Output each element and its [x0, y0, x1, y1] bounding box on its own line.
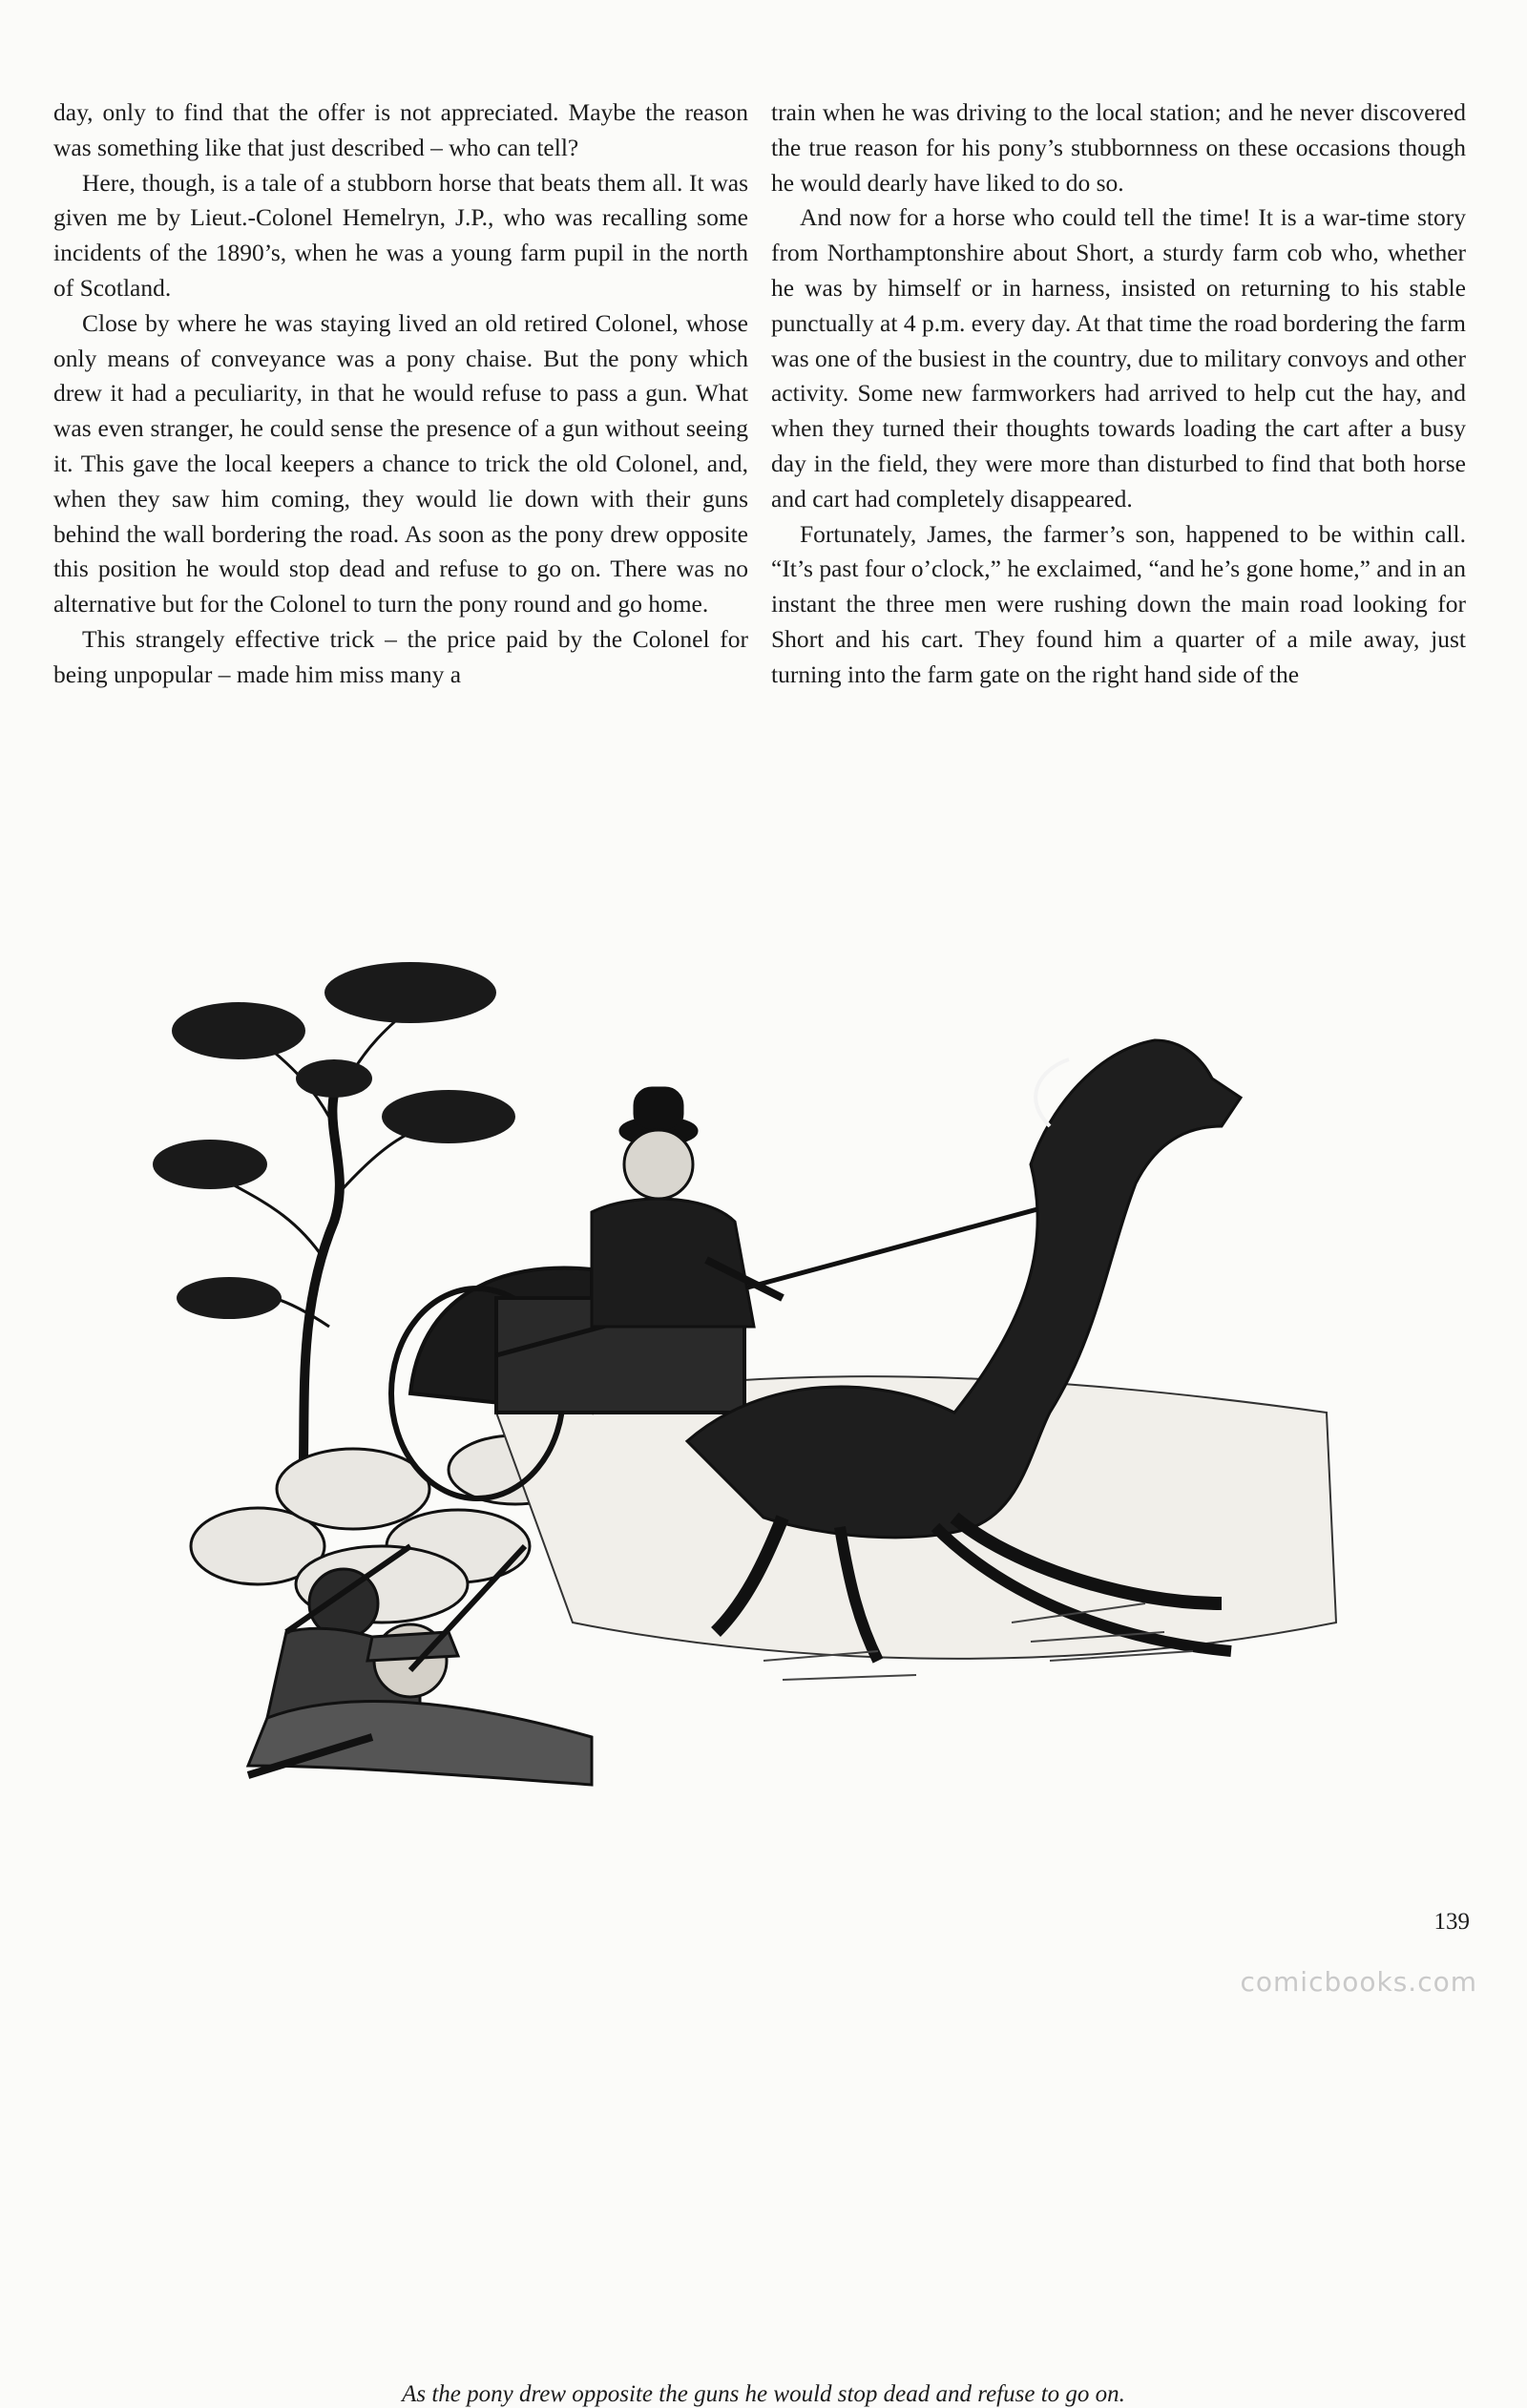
page-number: 139	[1433, 1909, 1470, 1935]
left-column	[53, 95, 748, 869]
paragraph: day, only to find that the offer is not appreciated. Maybe the reason was something like that just described – who can tell?	[53, 98, 748, 161]
colonel-figure	[592, 1088, 783, 1327]
paragraph: And now for a horse who could tell the time! It is a war-time story from Northamptonshire about Short, a sturdy farm cob who, whether he was by himself or in harness, insisted on returning to his stable punctually at 4 p.m. every day. At that time the road bordering the farm was one of the busiest in the country, due to military convoys and other activity. Some new farmworkers had arrived to help cut the hay, and when they turned their thoughts towards loading the cart after a busy day in the field, they were more than disturbed to find that both horse and cart had completely disappeared.	[771, 203, 1466, 513]
watermark: comicbooks.com	[1240, 1966, 1477, 1998]
paragraph: Close by where he was staying lived an old retired Colonel, whose only means of conveyance was a pony chaise. But the pony which drew it had a peculiarity, in that he would refuse to pass a gun. What was even stranger, he could sense the presence of a gun without seeing it. This gave the local keepers a chance to trick the old Colonel, and, when they saw him coming, they would lie down with their guns behind the wall bordering the road. As soon as the pony drew opposite this position he would stop dead and refuse to go on. There was no alternative but for the Colonel to turn the pony round and go home.	[53, 308, 748, 618]
illustration-pony-chaise	[95, 878, 1441, 2214]
illustration-caption: As the pony drew opposite the guns he would stop dead and refuse to go on.	[402, 2381, 1125, 2407]
paragraph: Here, though, is a tale of a stubborn horse that beats them all. It was given me by Lieut.-Colonel Hemelryn, J.P., who was recalling some incidents of the 1890’s, when he was a young farm pupil in the north of Scotland.	[53, 168, 748, 302]
text-columns	[53, 95, 1466, 869]
right-column	[771, 95, 1466, 869]
paragraph: train when he was driving to the local station; and he never discovered the true reason for his pony’s stubbornness on these occasions though he would dearly have liked to do so.	[771, 98, 1466, 197]
paragraph: Fortunately, James, the farmer’s son, happened to be within call. “It’s past four o’clock,” he exclaimed, “and he’s gone home,” and in an instant the three men were rushing down the main road looking for Short and his cart. They found him a quarter of a mile away, just turning into the farm gate on the right hand side of the	[771, 519, 1466, 688]
paragraph: This strangely effective trick – the price paid by the Colonel for being unpopular – made him miss many a	[53, 624, 748, 688]
